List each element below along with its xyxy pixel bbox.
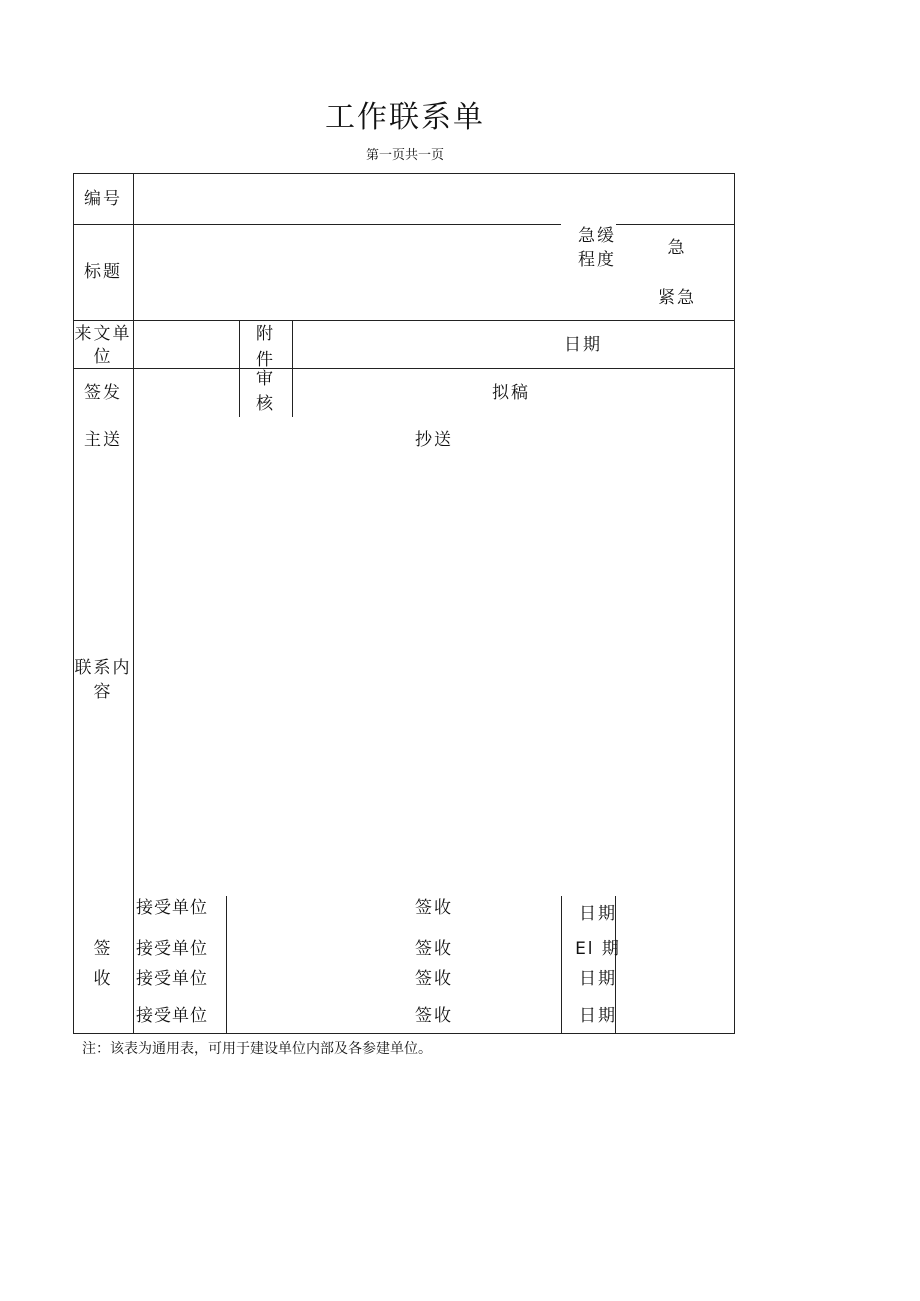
label-sign-1: 签 [93, 939, 113, 959]
row-line-1b [616, 224, 735, 225]
label-attachment-2: 件 [256, 350, 275, 370]
label-content-2: 容 [93, 682, 113, 702]
content-field[interactable] [136, 455, 732, 891]
label-urgency-2: 程度 [578, 250, 616, 270]
label-cc: 抄送 [415, 430, 453, 450]
from-unit-field[interactable] [136, 323, 236, 365]
receipt-date-label: 日期 [579, 969, 617, 989]
form-title: 工作联系单 [325, 100, 485, 135]
label-drafter: 拟稿 [492, 383, 530, 403]
receipt-sign-label: 签收 [415, 969, 453, 989]
receipt-date-label: 日期 [579, 904, 617, 924]
label-content-1: 联系内 [74, 658, 132, 678]
label-review-2: 核 [256, 394, 275, 414]
label-main-to: 主送 [84, 430, 122, 450]
col-line-attach-r [292, 320, 293, 417]
subject-field[interactable] [136, 227, 556, 317]
receipt-sign-label: 签收 [415, 939, 453, 959]
receipt-unit-label: 接受单位 [136, 898, 208, 918]
urgency-option-very-urgent[interactable]: 紧急 [658, 288, 696, 308]
issuer-field[interactable] [136, 371, 236, 415]
receipt-unit-label: 接受单位 [136, 1006, 208, 1026]
label-number: 编号 [84, 189, 122, 209]
col-line-unit [226, 896, 227, 1034]
row-line-2 [73, 320, 735, 321]
label-from-unit-1: 来文单 [74, 324, 132, 344]
receipt-sign-label: 签收 [415, 1006, 453, 1026]
receipt-unit-label: 接受单位 [136, 969, 208, 989]
receipt-date-label: 日期 [579, 1006, 617, 1026]
footnote: 注：该表为通用表，可用于建设单位内部及各参建单位。 [82, 1041, 432, 1057]
label-from-unit-2: 位 [93, 347, 113, 367]
number-field[interactable] [136, 176, 732, 222]
row-line-3 [73, 368, 735, 369]
col-line-sign [561, 896, 562, 1034]
receipt-unit-label: 接受单位 [136, 939, 208, 959]
label-date: 日期 [564, 335, 602, 355]
page-info: 第一页共一页 [365, 148, 444, 163]
receipt-sign-label: 签收 [415, 898, 453, 918]
label-subject: 标题 [84, 262, 122, 282]
label-sign-2: 收 [93, 969, 113, 989]
label-issuer: 签发 [84, 383, 122, 403]
row-line-1 [73, 224, 561, 225]
receipt-date-label: El 期 [575, 939, 621, 959]
label-attachment-1: 附 [256, 324, 275, 344]
label-review-1: 审 [256, 369, 275, 389]
urgency-option-urgent[interactable]: 急 [667, 238, 687, 258]
label-urgency-1: 急缓 [578, 226, 616, 246]
